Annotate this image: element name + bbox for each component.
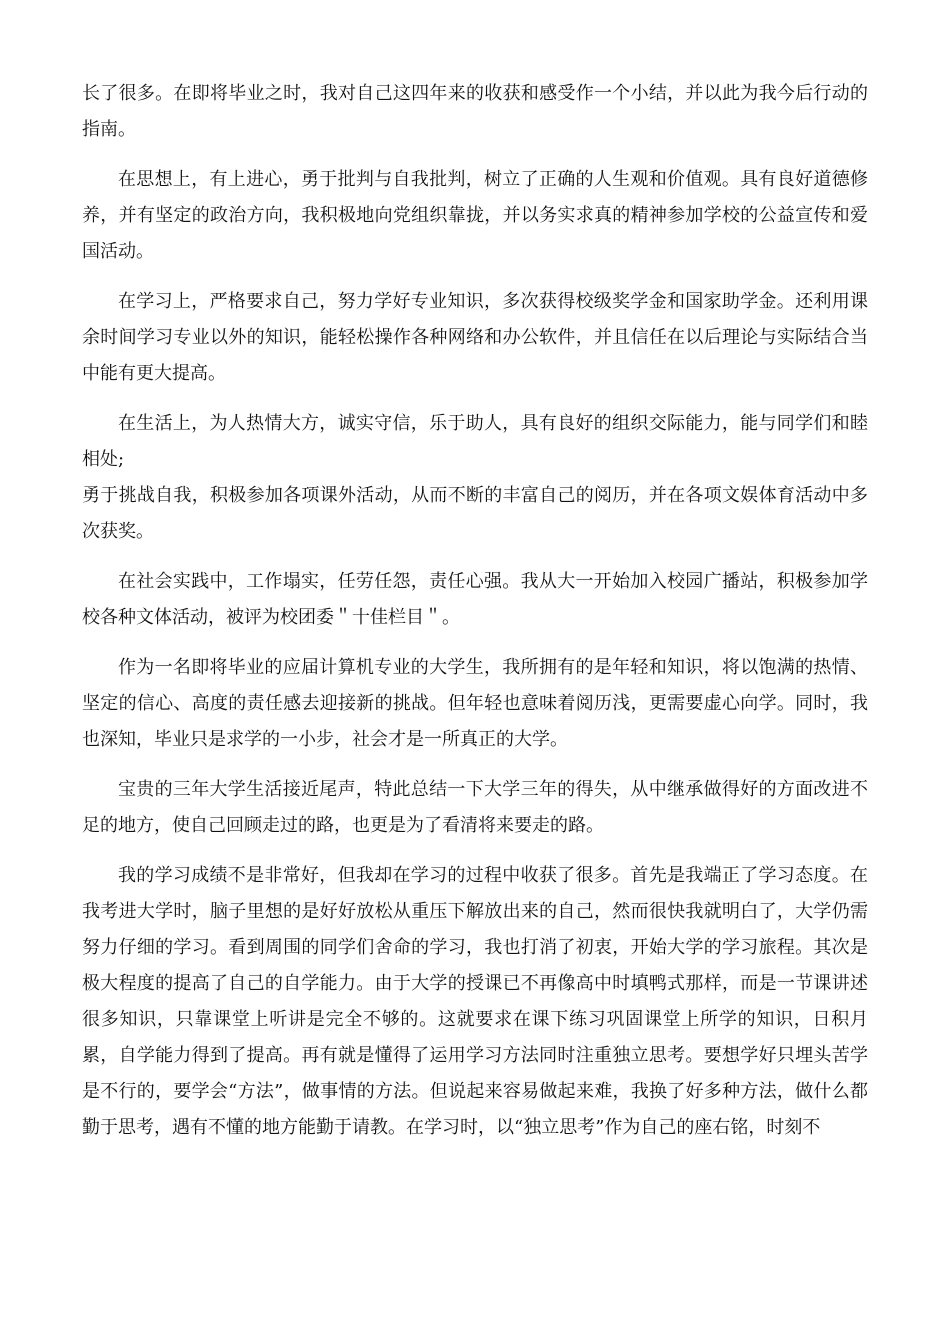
paragraph-summary: 宝贵的三年大学生活接近尾声，特此总结一下大学三年的得失，从中继承做得好的方面改进不足的地方，使自己回顾走过的路，也更是为了看清将来要走的路。 [82,779,868,836]
paragraph-ideology: 在思想上，有上进心，勇于批判与自我批判，树立了正确的人生观和价值观。具有良好道德修养，并有坚定的政治方向，我积极地向党组织靠拢，并以务实求真的精神参加学校的公益宣传和爱国活动。 [82,169,868,262]
paragraph-social-practice: 在社会实践中，工作塌实，任劳任怨，责任心强。我从大一开始加入校园广播站，积极参加学校各种文体活动，被评为校团委＂十佳栏目＂。 [82,571,868,628]
paragraph-study: 在学习上，严格要求自己，努力学好专业知识，多次获得校级奖学金和国家助学金。还利用课余时间学习专业以外的知识，能轻松操作各种网络和办公软件，并且信任在以后理论与实际结合当中能有更大提高。 [82,291,868,384]
paragraph-continuation: 长了很多。在即将毕业之时，我对自己这四年来的收获和感受作一个小结，并以此为我今后行动的指南。 [82,83,868,140]
paragraph-life: 在生活上，为人热情大方，诚实守信，乐于助人，具有良好的组织交际能力，能与同学们和睦相处; [82,413,868,470]
paragraph-learning: 我的学习成绩不是非常好，但我却在学习的过程中收获了很多。首先是我端正了学习态度。在我考进大学时，脑子里想的是好好放松从重压下解放出来的自己，然而很快我就明白了，大学仍需努力仔细的学习。看到周围的同学们舍命的学习，我也打消了初衷，开始大学的学习旅程。其次是极大程度的提高了自己的自学能力。由于大学的授课已不再像高中时填鸭式那样，而是一节课讲述很多知识，只靠课堂上听讲是完全不够的。这就要求在课下练习巩固课堂上所学的知识，日积月累，自学能力得到了提高。再有就是懂得了运用学习方法同时注重独立思考。要想学好只埋头苦学是不行的，要学会“方法”，做事情的方法。但说起来容易做起来难，我换了好多种方法，做什么都勤于思考，遇有不懂的地方能勤于请教。在学习时，以“独立思考”作为自己的座右铭，时刻不 [82,865,868,1138]
paragraph-graduate: 作为一名即将毕业的应届计算机专业的大学生，我所拥有的是年轻和知识，将以饱满的热情、坚定的信心、高度的责任感去迎接新的挑战。但年轻也意味着阅历浅，更需要虚心向学。同时，我也深知，毕业只是求学的一小步，社会才是一所真正的大学。 [82,657,868,750]
document-page [82,76,868,1160]
paragraph-challenge: 勇于挑战自我，积极参加各项课外活动，从而不断的丰富自己的阅历，并在各项文娱体育活动中多次获奖。 [82,485,868,542]
